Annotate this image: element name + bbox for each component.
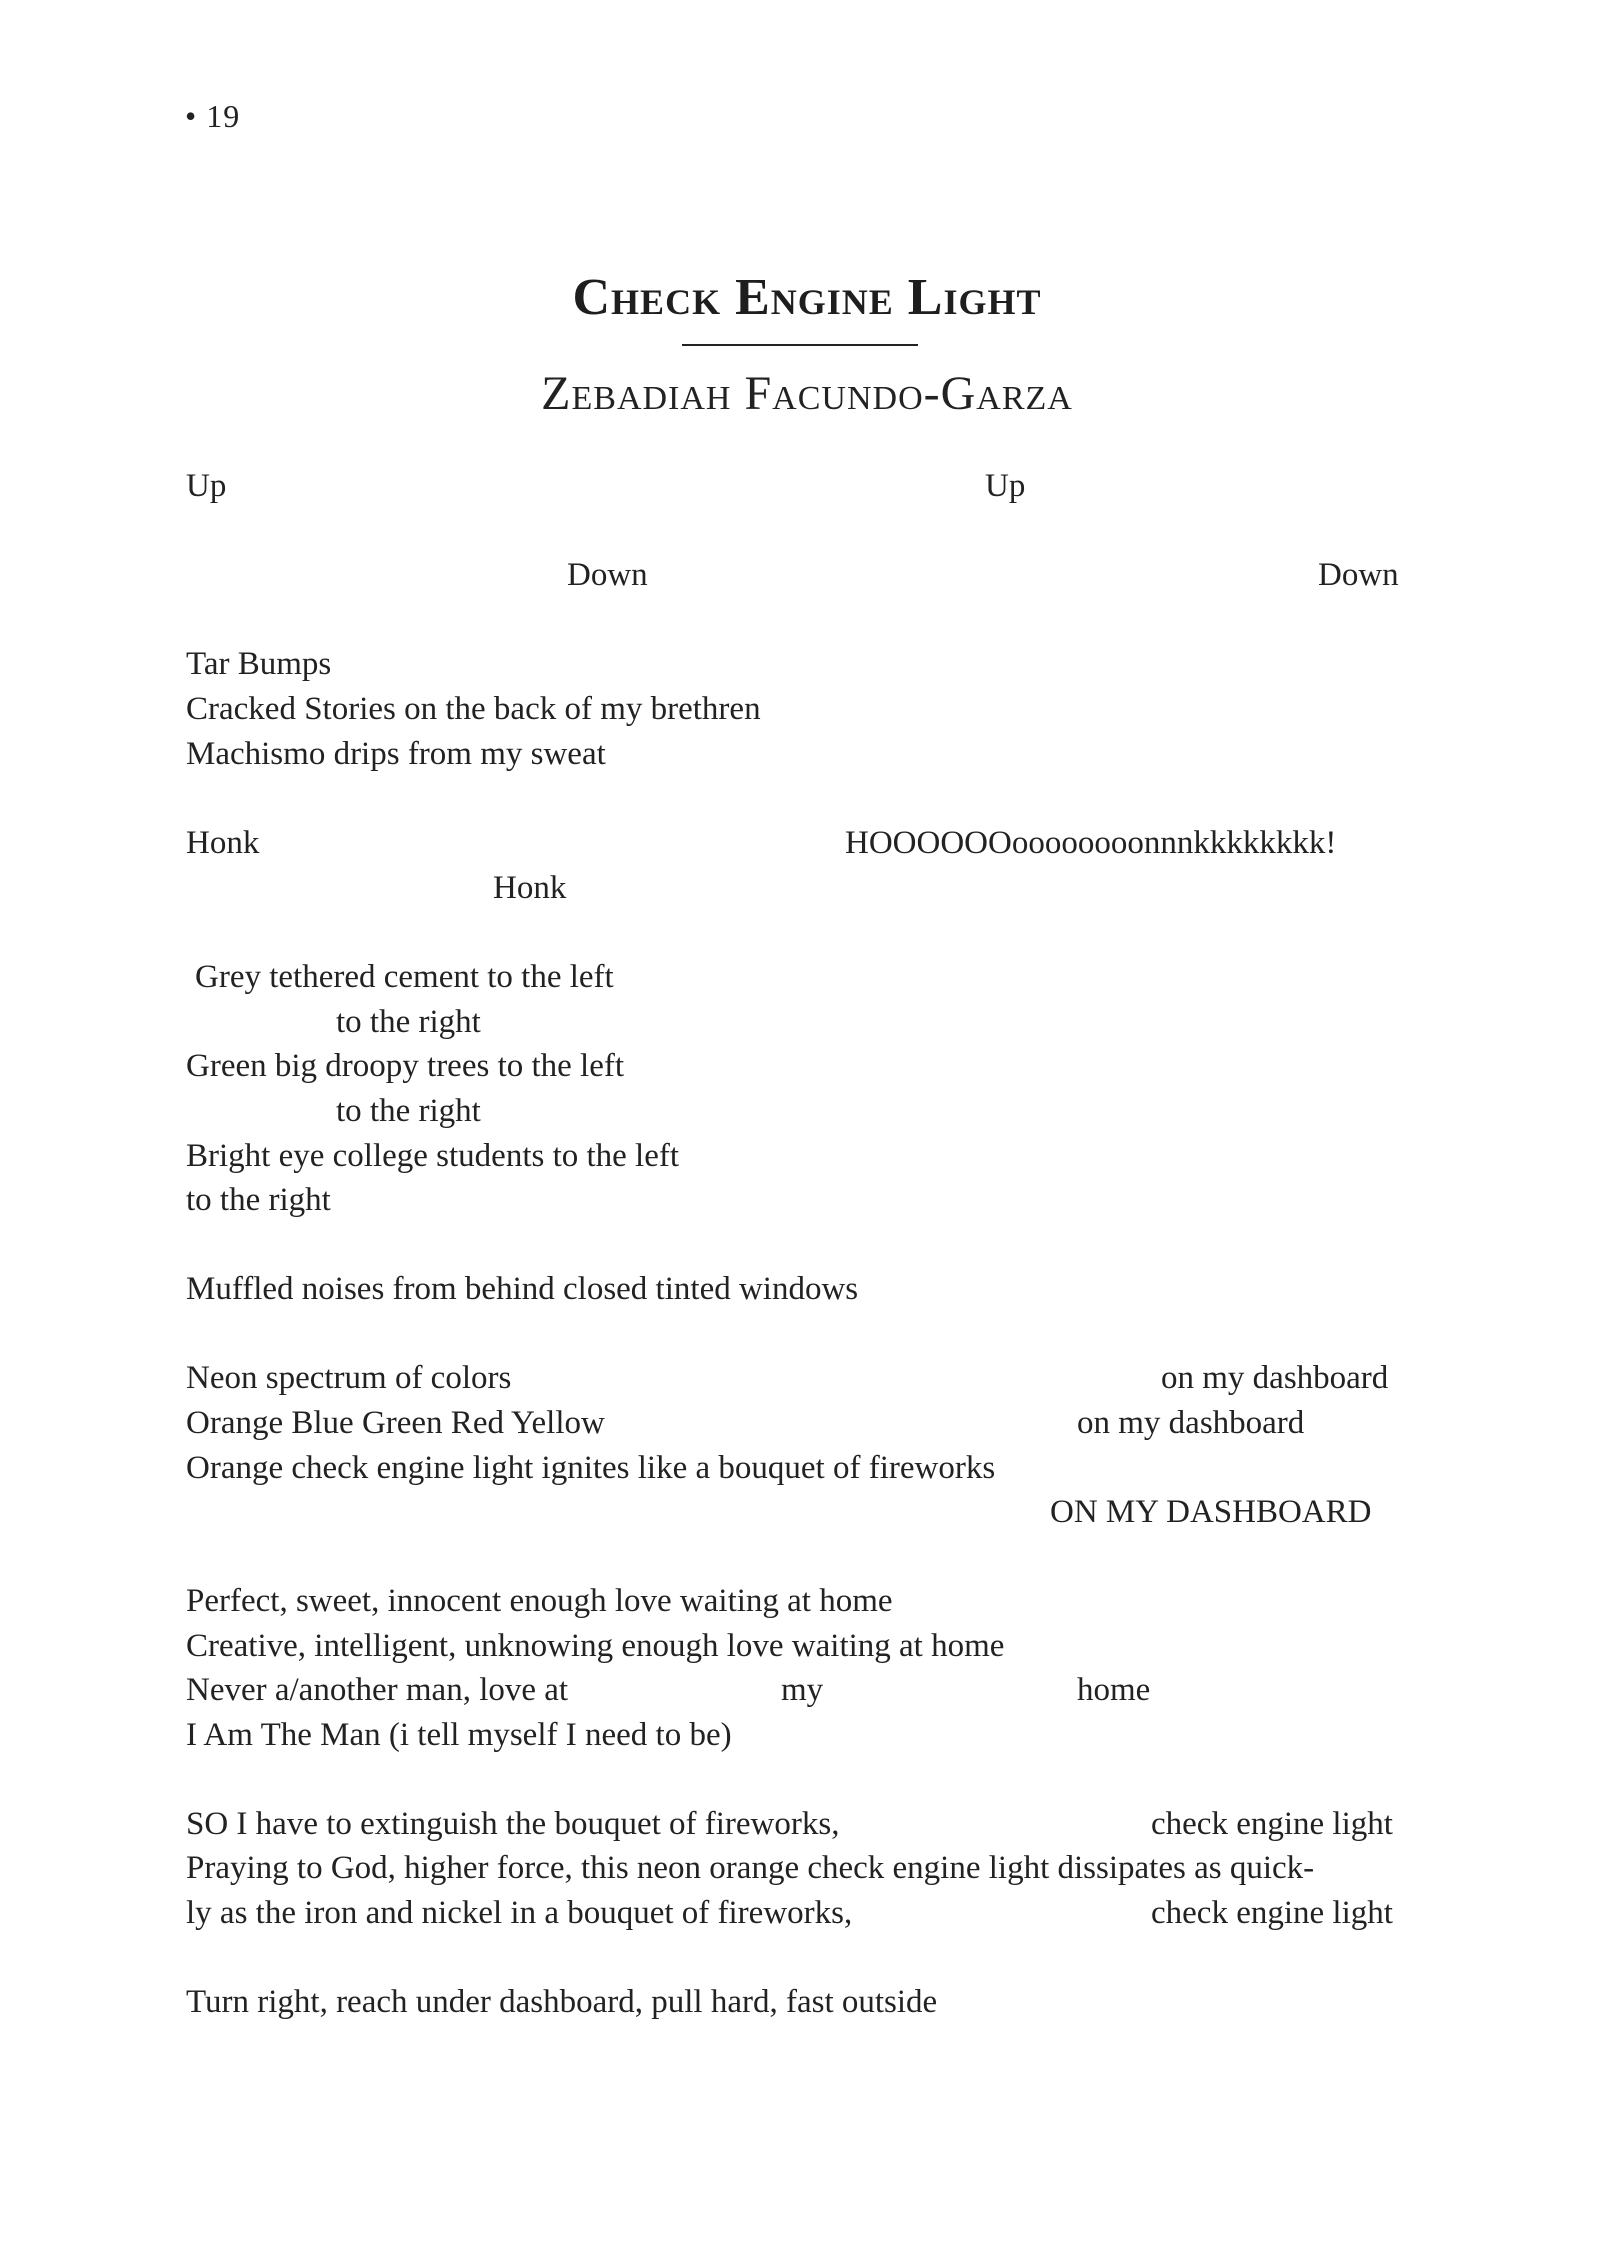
poem-line: Orange check engine light ignites like a bouquet of fireworks — [186, 1450, 996, 1486]
poem-line: Turn right, reach under dashboard, pull hard, fast outside — [186, 1984, 938, 2020]
poem-line: Creative, intelligent, unknowing enough love waiting at home — [186, 1628, 1005, 1664]
poem-line: Grey tethered cement to the left — [195, 959, 614, 995]
poem-line-honk-indented: Honk — [493, 870, 567, 906]
poem-line-right: check engine light — [1151, 1806, 1393, 1842]
poem-line: Cracked Stories on the back of my brethren — [186, 691, 761, 727]
poem-line-honk-left: Honk — [186, 825, 260, 861]
poem-word-my: my — [781, 1672, 824, 1708]
poem-line: Neon spectrum of colors — [186, 1360, 512, 1396]
poem-line: Bright eye college students to the left — [186, 1138, 680, 1174]
poem-line: Orange Blue Green Red Yellow — [186, 1405, 605, 1441]
poem-line-right: ON MY DASHBOARD — [1050, 1494, 1372, 1530]
title-rule — [682, 344, 918, 346]
poem-line-up-left: Up — [186, 468, 227, 504]
poem-line: to the right — [186, 1182, 331, 1218]
poem-line: Green big droopy trees to the left — [186, 1048, 625, 1084]
poem-line-right: check engine light — [1151, 1895, 1393, 1931]
poem-line-indented: to the right — [336, 1093, 481, 1129]
poem-line-down-left: Down — [567, 557, 648, 593]
poem-word-home: home — [1077, 1672, 1151, 1708]
poem-line-right: on my dashboard — [1161, 1360, 1389, 1396]
page-number: • 19 — [185, 98, 241, 134]
poem-line: Machismo drips from my sweat — [186, 736, 606, 772]
poem-line: Never a/another man, love at — [186, 1672, 569, 1708]
poem-line: Tar Bumps — [186, 646, 332, 682]
poem-author: Zebadiah Facundo-Garza — [541, 367, 1073, 420]
poem-line: SO I have to extinguish the bouquet of fireworks, — [186, 1806, 840, 1842]
poem-title: Check Engine Light — [572, 269, 1042, 326]
poem-line-indented: to the right — [336, 1004, 481, 1040]
poem-line: Perfect, sweet, innocent enough love waiting at home — [186, 1583, 893, 1619]
poem-line: I Am The Man (i tell myself I need to be) — [186, 1717, 732, 1753]
poem-line-right: on my dashboard — [1077, 1405, 1305, 1441]
poem-line: Praying to God, higher force, this neon orange check engine light dissipates as quick- — [186, 1850, 1315, 1886]
poem-line: ly as the iron and nickel in a bouquet of fireworks, — [186, 1895, 853, 1931]
poem-line-hooonk: HOOOOOOoooooooonnnkkkkkkkk! — [845, 825, 1337, 861]
poem-line: Muffled noises from behind closed tinted windows — [186, 1271, 859, 1307]
poem-line-up-right: Up — [985, 468, 1026, 504]
poem-line-down-right: Down — [1318, 557, 1399, 593]
